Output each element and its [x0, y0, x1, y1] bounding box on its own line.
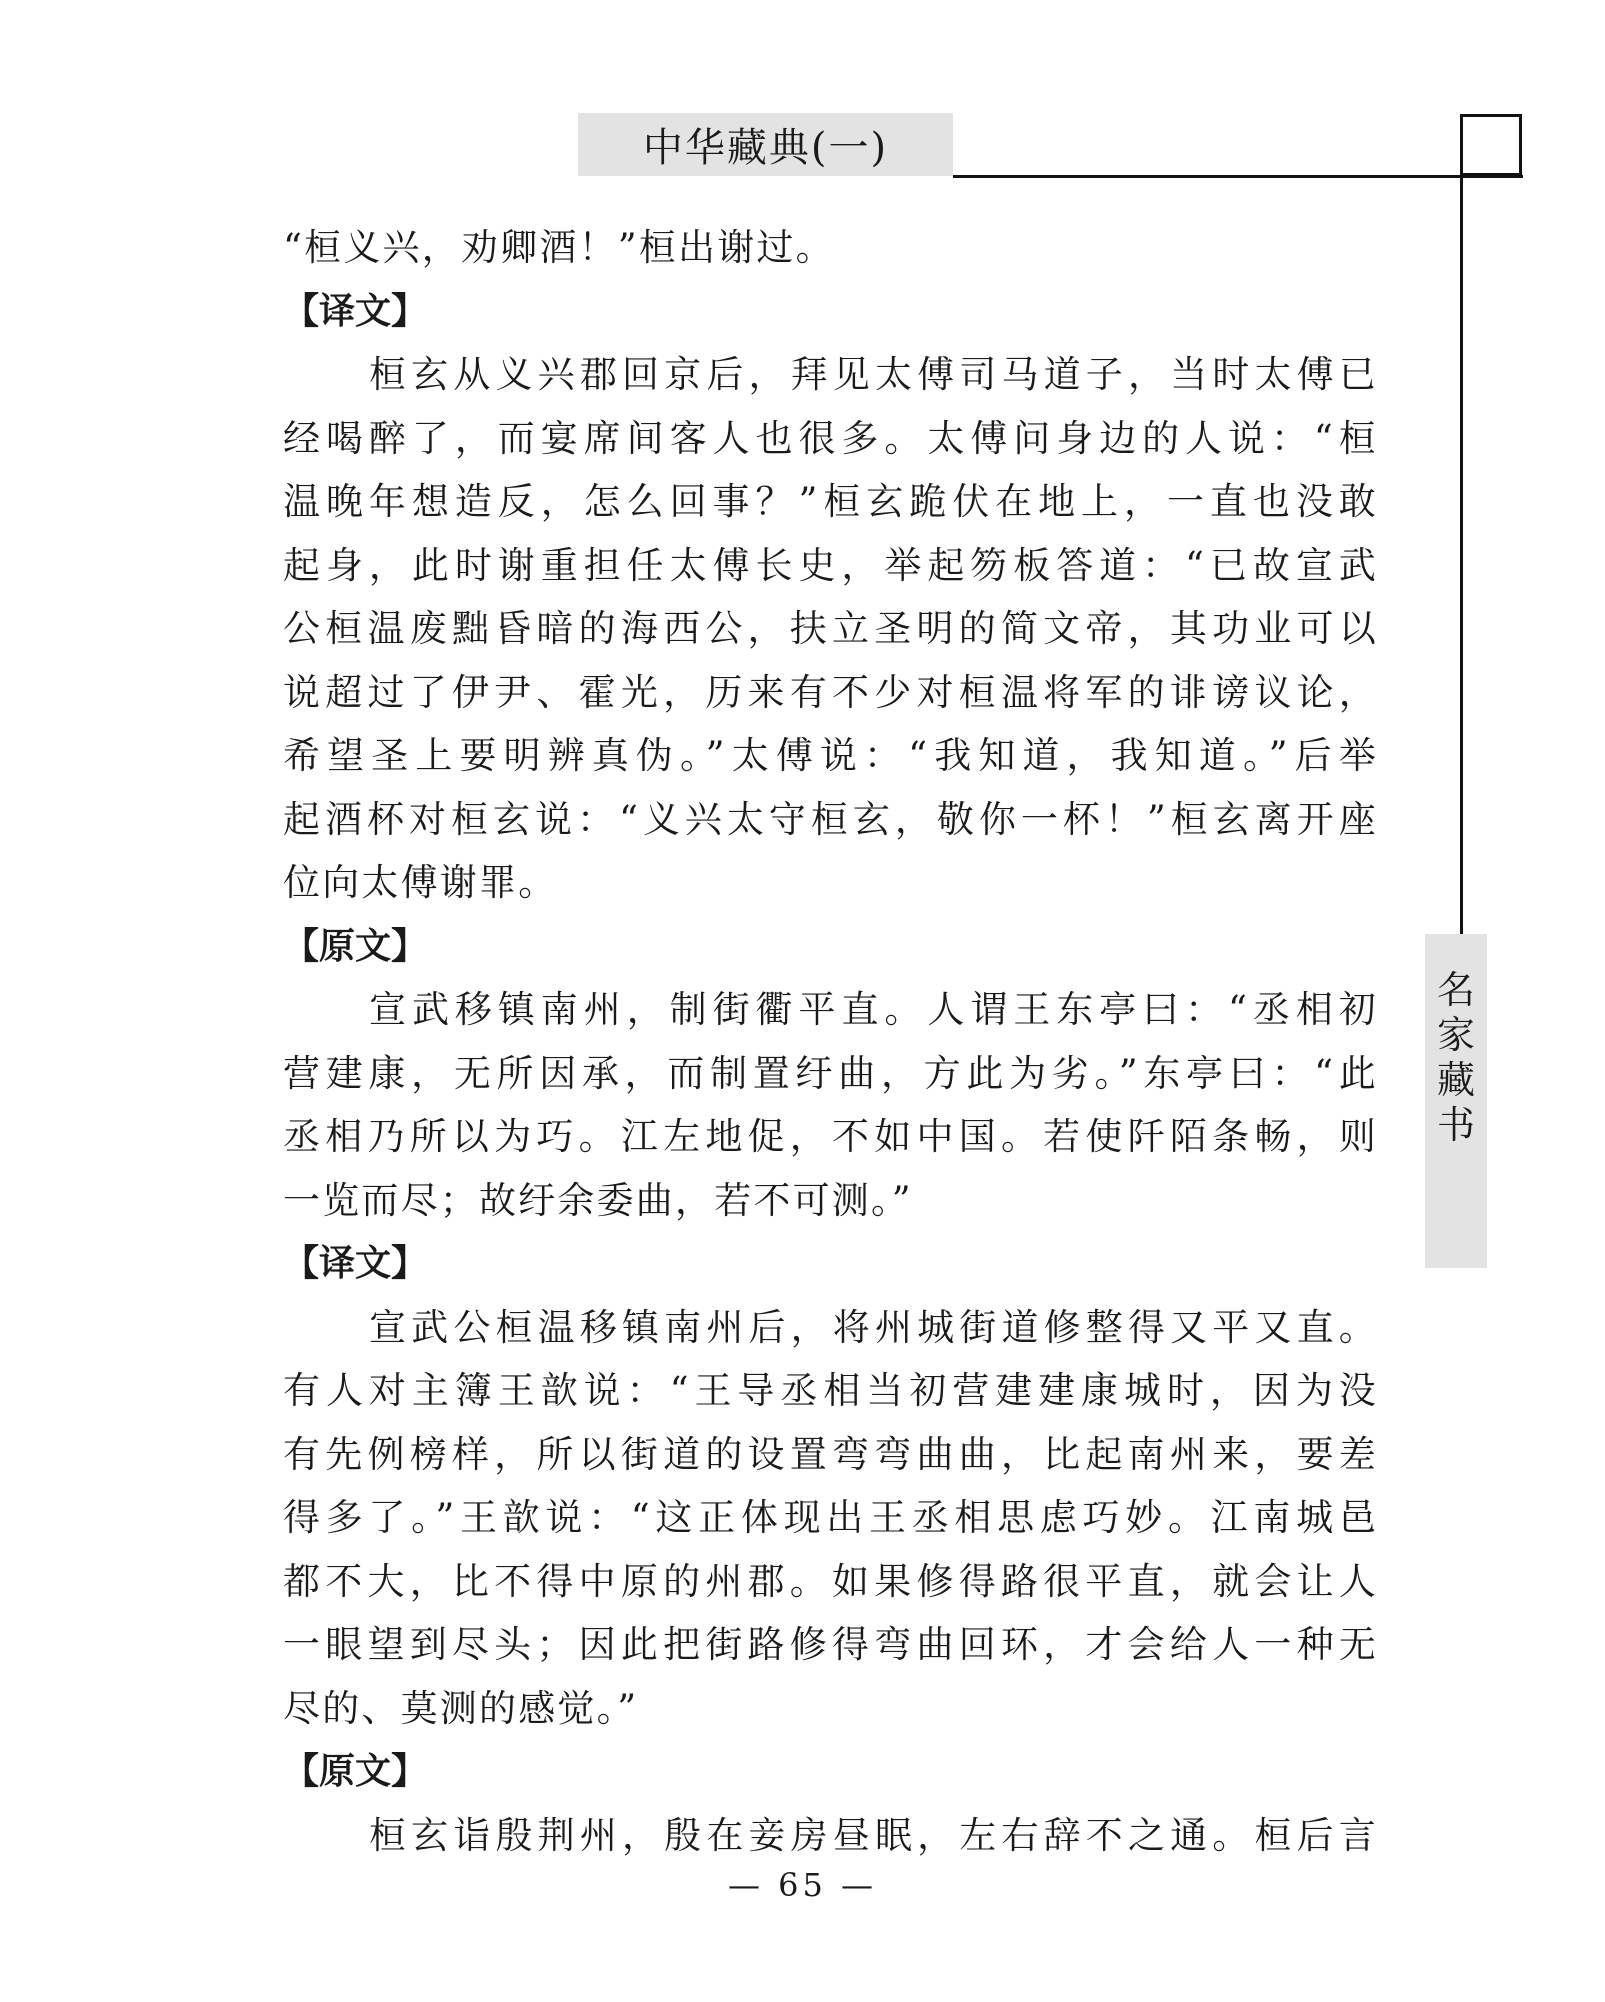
text-line: 宣武移镇南州，制街衢平直。人谓王东亭曰：“丞相初 — [369, 988, 1378, 1031]
text-line: 经喝醉了，而宴席间客人也很多。太傅问身边的人说：“桓 — [283, 416, 1378, 460]
side-rule — [1460, 114, 1463, 934]
corner-square-ornament — [1460, 114, 1522, 176]
book-title: 中华藏典(一) — [642, 125, 889, 171]
side-tab-char: 家 — [1436, 1013, 1475, 1057]
text-line: 起酒杯对桓玄说：“义兴太守桓玄，敬你一杯！”桓玄离开座 — [283, 797, 1378, 841]
section-heading-original: 【原文】 — [283, 925, 428, 967]
text-line: 位向太傅谢罪。 — [283, 861, 558, 904]
text-line: “桓义兴，劝卿酒！”桓出谢过。 — [283, 226, 835, 269]
text-line: 有人对主簿王歆说：“王导丞相当初营建建康城时，因为没 — [283, 1369, 1378, 1412]
section-heading-original: 【原文】 — [283, 1751, 428, 1792]
header-rule — [953, 175, 1523, 178]
section-heading-translation: 【译文】 — [283, 290, 428, 332]
text-line: 丞相乃所以为巧。江左地促，不如中国。若使阡陌条畅，则 — [283, 1115, 1378, 1158]
text-line: 起身，此时谢重担任太傅长史，举起笏板答道：“已故宣武 — [283, 543, 1378, 587]
text-line: 一眼望到尽头；因此把街路修得弯曲回环，才会给人一种无 — [283, 1623, 1378, 1666]
side-tab — [1425, 934, 1487, 1268]
page-body — [283, 216, 1378, 1867]
text-line: 宣武公桓温移镇南州后，将州城街道修整得又平又直。 — [369, 1305, 1378, 1349]
side-tab-char: 名 — [1436, 968, 1475, 1012]
page-number: — 65 — — [727, 1866, 878, 1904]
section-heading-translation: 【译文】 — [283, 1243, 428, 1284]
text-line: 营建康，无所因承，而制置纡曲，方此为劣。”东亭曰：“此 — [283, 1051, 1378, 1095]
text-line: 有先例榜样，所以街道的设置弯弯曲曲，比起南州来，要差 — [283, 1432, 1378, 1476]
text-line: 桓玄从义兴郡回京后，拜见太傅司马道子，当时太傅已 — [369, 353, 1378, 396]
text-line: 公桓温废黜昏暗的海西公，扶立圣明的简文帝，其功业可以 — [283, 607, 1378, 650]
text-line: 说超过了伊尹、霍光，历来有不少对桓温将军的诽谤议论， — [283, 670, 1378, 714]
running-header — [578, 113, 953, 176]
text-line: 希望圣上要明辨真伪。”太傅说：“我知道，我知道。”后举 — [283, 734, 1378, 777]
side-tab-char: 书 — [1436, 1103, 1475, 1147]
text-line: 都不大，比不得中原的州郡。如果修得路很平直，就会让人 — [283, 1559, 1378, 1603]
text-line: 尽的、莫测的感觉。” — [283, 1686, 639, 1730]
text-line: 得多了。”王歆说：“这正体现出王丞相思虑巧妙。江南城邑 — [283, 1496, 1378, 1539]
side-tab-char: 藏 — [1436, 1058, 1475, 1102]
text-line: 一览而尽；故纡余委曲，若不可测。” — [283, 1178, 913, 1222]
text-line: 温晚年想造反，怎么回事？”桓玄跪伏在地上，一直也没敢 — [283, 480, 1378, 523]
text-line: 桓玄诣殷荆州，殷在妾房昼眠，左右辞不之通。桓后言 — [369, 1813, 1378, 1857]
